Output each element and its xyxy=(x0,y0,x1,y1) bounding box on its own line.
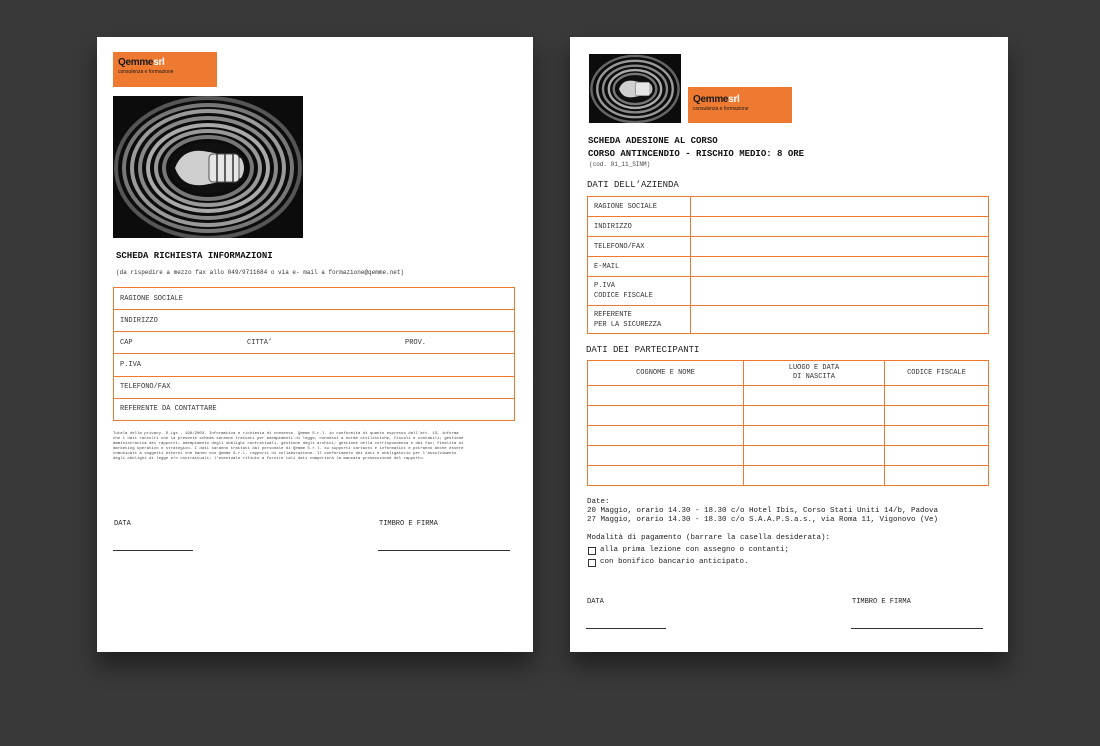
table-cell[interactable] xyxy=(744,446,885,466)
label-line: CODICE FISCALE xyxy=(594,292,653,300)
payment-checkbox-cash[interactable] xyxy=(588,547,596,555)
data-label: DATA xyxy=(587,598,604,606)
column-label: CODICE FISCALE xyxy=(907,369,966,377)
payment-label: Modalità di pagamento (barrare la casella desiderata): xyxy=(587,534,831,542)
column-header xyxy=(744,361,885,386)
field-label: CAP xyxy=(120,338,133,347)
table-row xyxy=(588,197,989,217)
citta-field[interactable] xyxy=(241,332,399,354)
qemme-logo xyxy=(688,87,792,123)
table-cell[interactable] xyxy=(588,406,744,426)
course-title: SCHEDA ADESIONE AL CORSO xyxy=(588,136,718,146)
course-code: (cod. 01_11_SINM) xyxy=(589,161,651,168)
logo-brand-left: Qemme xyxy=(118,57,154,68)
table-cell[interactable] xyxy=(885,406,989,426)
table-cell[interactable] xyxy=(744,466,885,486)
table-row xyxy=(588,277,989,306)
table-cell[interactable] xyxy=(744,406,885,426)
payment-option-transfer: con bonifico bancario anticipato. xyxy=(600,558,749,566)
table-cell[interactable] xyxy=(744,386,885,406)
table-row xyxy=(114,288,515,310)
azienda-label-cell xyxy=(588,277,691,306)
table-row xyxy=(588,306,989,334)
table-cell[interactable] xyxy=(588,446,744,466)
label-line: TELEFONO/FAX xyxy=(594,242,645,251)
info-request-table xyxy=(113,287,515,421)
field-label: PROV. xyxy=(405,338,427,347)
telefono-field[interactable] xyxy=(114,376,515,398)
logo-brand-left: Qemme xyxy=(693,94,729,105)
fire-hose-photo xyxy=(589,54,681,123)
field-label: TELEFONO/FAX xyxy=(120,383,171,392)
table-cell[interactable] xyxy=(885,426,989,446)
qemme-logo xyxy=(113,52,217,87)
data-label: DATA xyxy=(114,520,131,528)
field-label: INDIRIZZO xyxy=(120,316,158,325)
table-cell[interactable] xyxy=(588,386,744,406)
table-row xyxy=(588,217,989,237)
label-line: REFERENTE xyxy=(594,310,632,319)
indirizzo-field[interactable] xyxy=(114,310,515,332)
azienda-heading: DATI DELL’AZIENDA xyxy=(587,180,679,190)
ragione-sociale-field[interactable] xyxy=(114,288,515,310)
azienda-input-cell[interactable] xyxy=(691,217,989,237)
table-cell[interactable] xyxy=(744,426,885,446)
column-label: DI NASCITA xyxy=(792,373,835,381)
timbro-signature-line[interactable] xyxy=(851,628,983,629)
table-row xyxy=(588,386,989,406)
label-line: INDIRIZZO xyxy=(594,222,632,231)
timbro-label: TIMBRO E FIRMA xyxy=(379,520,438,528)
table-row xyxy=(588,466,989,486)
referente-field[interactable] xyxy=(114,398,515,420)
data-signature-line[interactable] xyxy=(586,628,666,629)
table-cell[interactable] xyxy=(588,466,744,486)
data-signature-line[interactable] xyxy=(113,550,193,551)
page1-title: SCHEDA RICHIESTA INFORMAZIONI xyxy=(116,251,273,261)
fire-hose-photo xyxy=(113,96,303,238)
table-row xyxy=(588,237,989,257)
table-row xyxy=(114,332,515,354)
logo-brand-right: srl xyxy=(728,94,740,105)
label-line: E-MAIL xyxy=(594,262,620,271)
prov-field[interactable] xyxy=(399,332,515,354)
cap-field[interactable] xyxy=(114,332,242,354)
privacy-notice xyxy=(113,432,517,462)
table-row xyxy=(588,257,989,277)
timbro-label: TIMBRO E FIRMA xyxy=(852,598,911,606)
column-header xyxy=(885,361,989,386)
label-line: PER LA SICUREZZA xyxy=(594,320,662,329)
piva-field[interactable] xyxy=(114,354,515,376)
dates-label: Date: xyxy=(587,498,610,506)
table-row xyxy=(114,354,515,376)
fire-hose-image xyxy=(113,96,303,238)
privacy-line: marketing operativo e strategico. I dati saranno trattati dal personale di Qemme S.r.l. su supporti cartacei e informatici e potranno anche essere xyxy=(113,447,464,451)
azienda-label-cell xyxy=(588,306,691,334)
partecipanti-table xyxy=(587,360,989,486)
payment-option-cash: alla prima lezione con assegno o contanti; xyxy=(600,546,790,554)
date-line: 20 Maggio, orario 14.30 - 18.30 c/o Hotel Ibis, Corso Stati Uniti 14/b, Padova xyxy=(587,507,939,515)
course-subtitle: CORSO ANTINCENDIO - RISCHIO MEDIO: 8 ORE xyxy=(588,149,805,159)
privacy-line: degli obblighi di legge e/o contrattuali; l’eventuale rifiuto a fornire tali dati comporterà la mancata prosecuzione del rapporto. xyxy=(113,457,426,461)
field-label: P.IVA xyxy=(120,361,142,370)
timbro-signature-line[interactable] xyxy=(378,550,510,551)
azienda-input-cell[interactable] xyxy=(691,306,989,334)
privacy-line: Tutela della privacy. D.Lgs . 196/2003. Informativa e richiesta di consenso. Qemme S.r.l. in conformità di quanto espresso dall’art. 13, informa xyxy=(113,432,459,436)
course-dates xyxy=(587,498,938,525)
privacy-line: amministrativa dei rapporti; adempimento degli obblighi contrattuali, gestione degli archivi; gestione della corrispondenza e dei fax; finalità di xyxy=(113,442,464,446)
table-cell[interactable] xyxy=(885,386,989,406)
field-label: CITTA’ xyxy=(247,338,273,347)
label-line: RAGIONE SOCIALE xyxy=(594,202,658,211)
table-cell[interactable] xyxy=(885,466,989,486)
logo-tagline: consulenza e formazione xyxy=(693,106,749,112)
table-row xyxy=(114,376,515,398)
field-label: RAGIONE SOCIALE xyxy=(120,294,184,303)
payment-checkbox-transfer[interactable] xyxy=(588,559,596,567)
logo-tagline: consulenza e formazione xyxy=(118,69,174,75)
table-row xyxy=(114,398,515,420)
course-enrollment-form-page xyxy=(570,37,1008,652)
azienda-input-cell[interactable] xyxy=(691,197,989,217)
label-line: P.IVA xyxy=(594,282,616,290)
azienda-label-cell xyxy=(588,197,691,217)
logo-brand-right: srl xyxy=(153,57,165,68)
privacy-line: comunicati a soggetti esterni che hanno con Qemme S.r.l. rapporti di collaborazione. Il conferimento dei dati è obbligatorio per l’assolvimento xyxy=(113,452,457,456)
table-row xyxy=(588,446,989,466)
page1-subtitle: (da rispedire a mezzo fax allo 049/9711684 o via e- mail a formazione@qemme.net) xyxy=(116,269,405,276)
azienda-input-cell[interactable] xyxy=(691,257,989,277)
azienda-input-cell[interactable] xyxy=(691,277,989,306)
table-row xyxy=(588,426,989,446)
table-cell[interactable] xyxy=(885,446,989,466)
fire-hose-image xyxy=(589,54,681,123)
info-request-form-page xyxy=(97,37,533,652)
date-line: 27 Maggio, orario 14.30 - 18.30 c/o S.A.A.P.S.a.s., via Roma 11, Vigonovo (Ve) xyxy=(587,516,939,524)
table-row xyxy=(588,406,989,426)
column-label: COGNOME E NOME xyxy=(636,369,695,377)
column-header xyxy=(588,361,744,386)
azienda-input-cell[interactable] xyxy=(691,237,989,257)
azienda-label-cell xyxy=(588,237,691,257)
table-cell[interactable] xyxy=(588,426,744,446)
azienda-label-cell xyxy=(588,257,691,277)
table-row xyxy=(114,310,515,332)
partecipanti-heading: DATI DEI PARTECIPANTI xyxy=(586,345,700,355)
azienda-label-cell xyxy=(588,217,691,237)
azienda-table xyxy=(587,196,989,334)
column-label: LUOGO E DATA xyxy=(788,364,840,372)
privacy-line: che i dati raccolti con la presente scheda saranno trattati per adempimenti di legge, connessi a norme civilistiche, fiscali e contabili; gestione xyxy=(113,437,464,441)
table-header-row xyxy=(588,361,989,386)
field-label: REFERENTE DA CONTATTARE xyxy=(120,405,217,414)
